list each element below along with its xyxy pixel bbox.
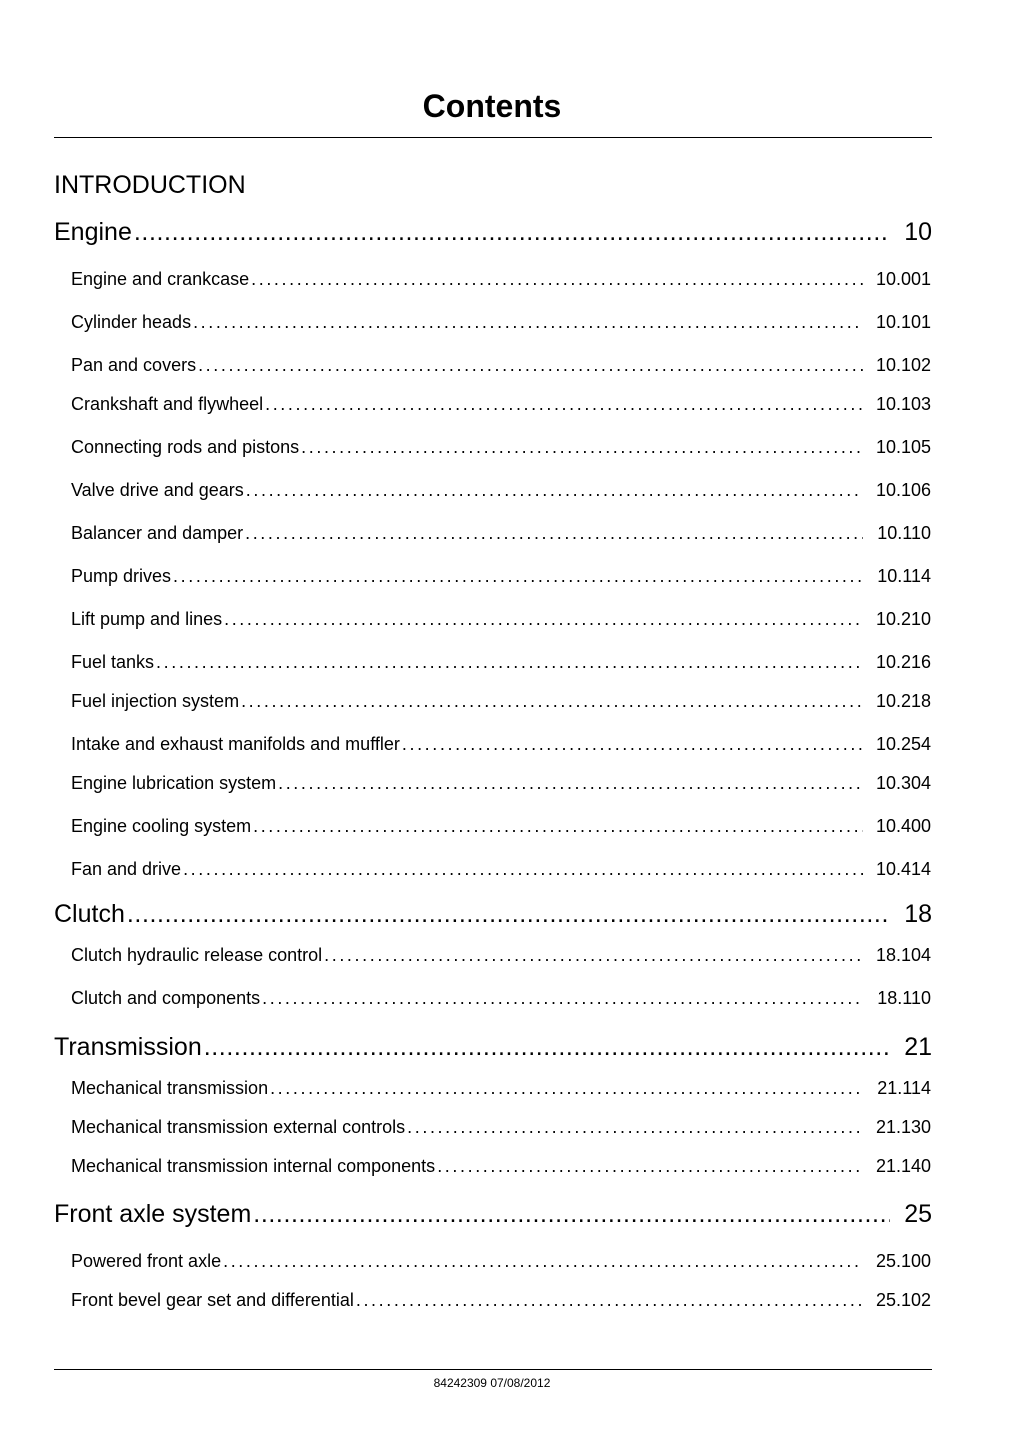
toc-entry-cylinder-heads[interactable] [71,311,931,333]
toc-label: Cylinder heads [71,312,192,332]
toc-label: Mechanical transmission external controls [71,1117,406,1137]
toc-page-number: 10 [904,218,932,246]
toc-label: Mechanical transmission internal components [71,1156,436,1176]
dot-leader [356,1289,863,1311]
footer-document-id: 84242309 07/08/2012 [433,1376,551,1390]
toc-label: Clutch [54,900,125,928]
toc-label: Valve drive and gears [71,480,244,500]
dot-leader [437,1155,863,1177]
toc-entry-connecting-rods-and-pistons[interactable] [71,436,931,458]
title-divider [54,137,932,138]
toc-page-number: 10.254 [875,734,931,754]
toc-label: Clutch and components [71,988,261,1008]
toc-page-number: 25.102 [875,1290,931,1310]
toc-page-number: 10.414 [875,859,931,879]
toc-label: Intake and exhaust manifolds and muffler [71,734,400,754]
toc-page-number: 10.101 [875,312,931,332]
toc-entry-clutch-and-components[interactable] [71,987,931,1009]
toc-entry-fuel-injection-system[interactable] [71,690,931,712]
toc-page-number: 10.216 [875,652,931,672]
dot-leader [402,733,863,755]
toc-section-transmission[interactable] [54,1032,932,1062]
toc-label: Pump drives [71,566,172,586]
toc-label: Fan and drive [71,859,182,879]
toc-entry-mechanical-transmission[interactable] [71,1077,931,1099]
dot-leader [265,393,863,415]
toc-page-number: 10.400 [875,816,931,836]
toc-page-number: 10.110 [877,523,931,543]
toc-page-number: 18 [904,900,932,928]
dot-leader [173,565,863,587]
dot-leader [246,479,863,501]
toc-entry-fan-and-drive[interactable] [71,858,931,880]
toc-entry-fuel-tanks[interactable] [71,651,931,673]
toc-label: Front axle system [54,1200,252,1228]
toc-page-number: 10.102 [875,355,931,375]
toc-label: Connecting rods and pistons [71,437,300,457]
toc-label: Lift pump and lines [71,609,223,629]
toc-page-number: 10.106 [875,480,931,500]
toc-page-number: 10.210 [875,609,931,629]
toc-entry-pan-and-covers[interactable] [71,354,931,376]
toc-label: Fuel tanks [71,652,155,672]
toc-page-number: 21.140 [875,1156,931,1176]
toc-section-clutch[interactable] [54,899,932,929]
toc-label: Engine [54,218,132,246]
toc-entry-balancer-and-damper[interactable] [71,522,931,544]
toc-label: Crankshaft and flywheel [71,394,264,414]
dot-leader [156,651,863,673]
toc-entry-pump-drives[interactable] [71,565,931,587]
toc-page-number: 10.304 [875,773,931,793]
introduction-heading[interactable]: INTRODUCTION [54,171,246,199]
page-title: Contents [422,88,562,124]
dot-leader [262,987,863,1009]
dot-leader [245,522,863,544]
dot-leader [127,899,890,929]
toc-page-number: 21 [904,1033,932,1061]
dot-leader [270,1077,863,1099]
dot-leader [134,217,890,247]
toc-entry-lift-pump-and-lines[interactable] [71,608,931,630]
dot-leader [301,436,863,458]
toc-label: Engine and crankcase [71,269,250,289]
toc-page-number: 21.114 [877,1078,931,1098]
toc-label: Engine lubrication system [71,773,277,793]
toc-section-front-axle-system[interactable] [54,1199,932,1229]
toc-page-number: 18.104 [875,945,931,965]
toc-entry-clutch-hydraulic-release-control[interactable] [71,944,931,966]
toc-entry-crankshaft-and-flywheel[interactable] [71,393,931,415]
toc-label: Balancer and damper [71,523,244,543]
toc-label: Front bevel gear set and differential [71,1290,354,1310]
footer-divider [54,1369,932,1370]
toc-entry-powered-front-axle[interactable] [71,1250,931,1272]
toc-page-number: 21.130 [875,1117,931,1137]
dot-leader [198,354,863,376]
toc-page-number: 25.100 [875,1251,931,1271]
dot-leader [241,690,863,712]
dot-leader [278,772,863,794]
toc-page-number: 10.103 [875,394,931,414]
toc-entry-valve-drive-and-gears[interactable] [71,479,931,501]
toc-entry-mechanical-transmission-internal-components[interactable] [71,1155,931,1177]
toc-label: Transmission [54,1033,202,1061]
toc-entry-engine-lubrication-system[interactable] [71,772,931,794]
dot-leader [183,858,863,880]
toc-page-number: 18.110 [877,988,931,1008]
dot-leader [253,1199,890,1229]
toc-page-number: 10.114 [877,566,931,586]
dot-leader [224,608,863,630]
toc-page-number: 10.001 [875,269,931,289]
toc-label: Engine cooling system [71,816,252,836]
dot-leader [204,1032,890,1062]
toc-entry-engine-cooling-system[interactable] [71,815,931,837]
toc-entry-front-bevel-gear-set-and-differential[interactable] [71,1289,931,1311]
dot-leader [253,815,863,837]
toc-section-engine[interactable] [54,217,932,247]
toc-label: Clutch hydraulic release control [71,945,323,965]
toc-label: Pan and covers [71,355,197,375]
dot-leader [223,1250,863,1272]
dot-leader [193,311,863,333]
toc-label: Powered front axle [71,1251,222,1271]
toc-label: Mechanical transmission [71,1078,269,1098]
toc-entry-intake-and-exhaust-manifolds[interactable] [71,733,931,755]
toc-entry-engine-and-crankcase[interactable] [71,268,931,290]
toc-page-number: 25 [904,1200,932,1228]
toc-label: Fuel injection system [71,691,240,711]
toc-entry-mechanical-transmission-external-controls[interactable] [71,1116,931,1138]
dot-leader [407,1116,863,1138]
toc-page-number: 10.218 [875,691,931,711]
dot-leader [324,944,863,966]
dot-leader [251,268,863,290]
toc-page-number: 10.105 [875,437,931,457]
